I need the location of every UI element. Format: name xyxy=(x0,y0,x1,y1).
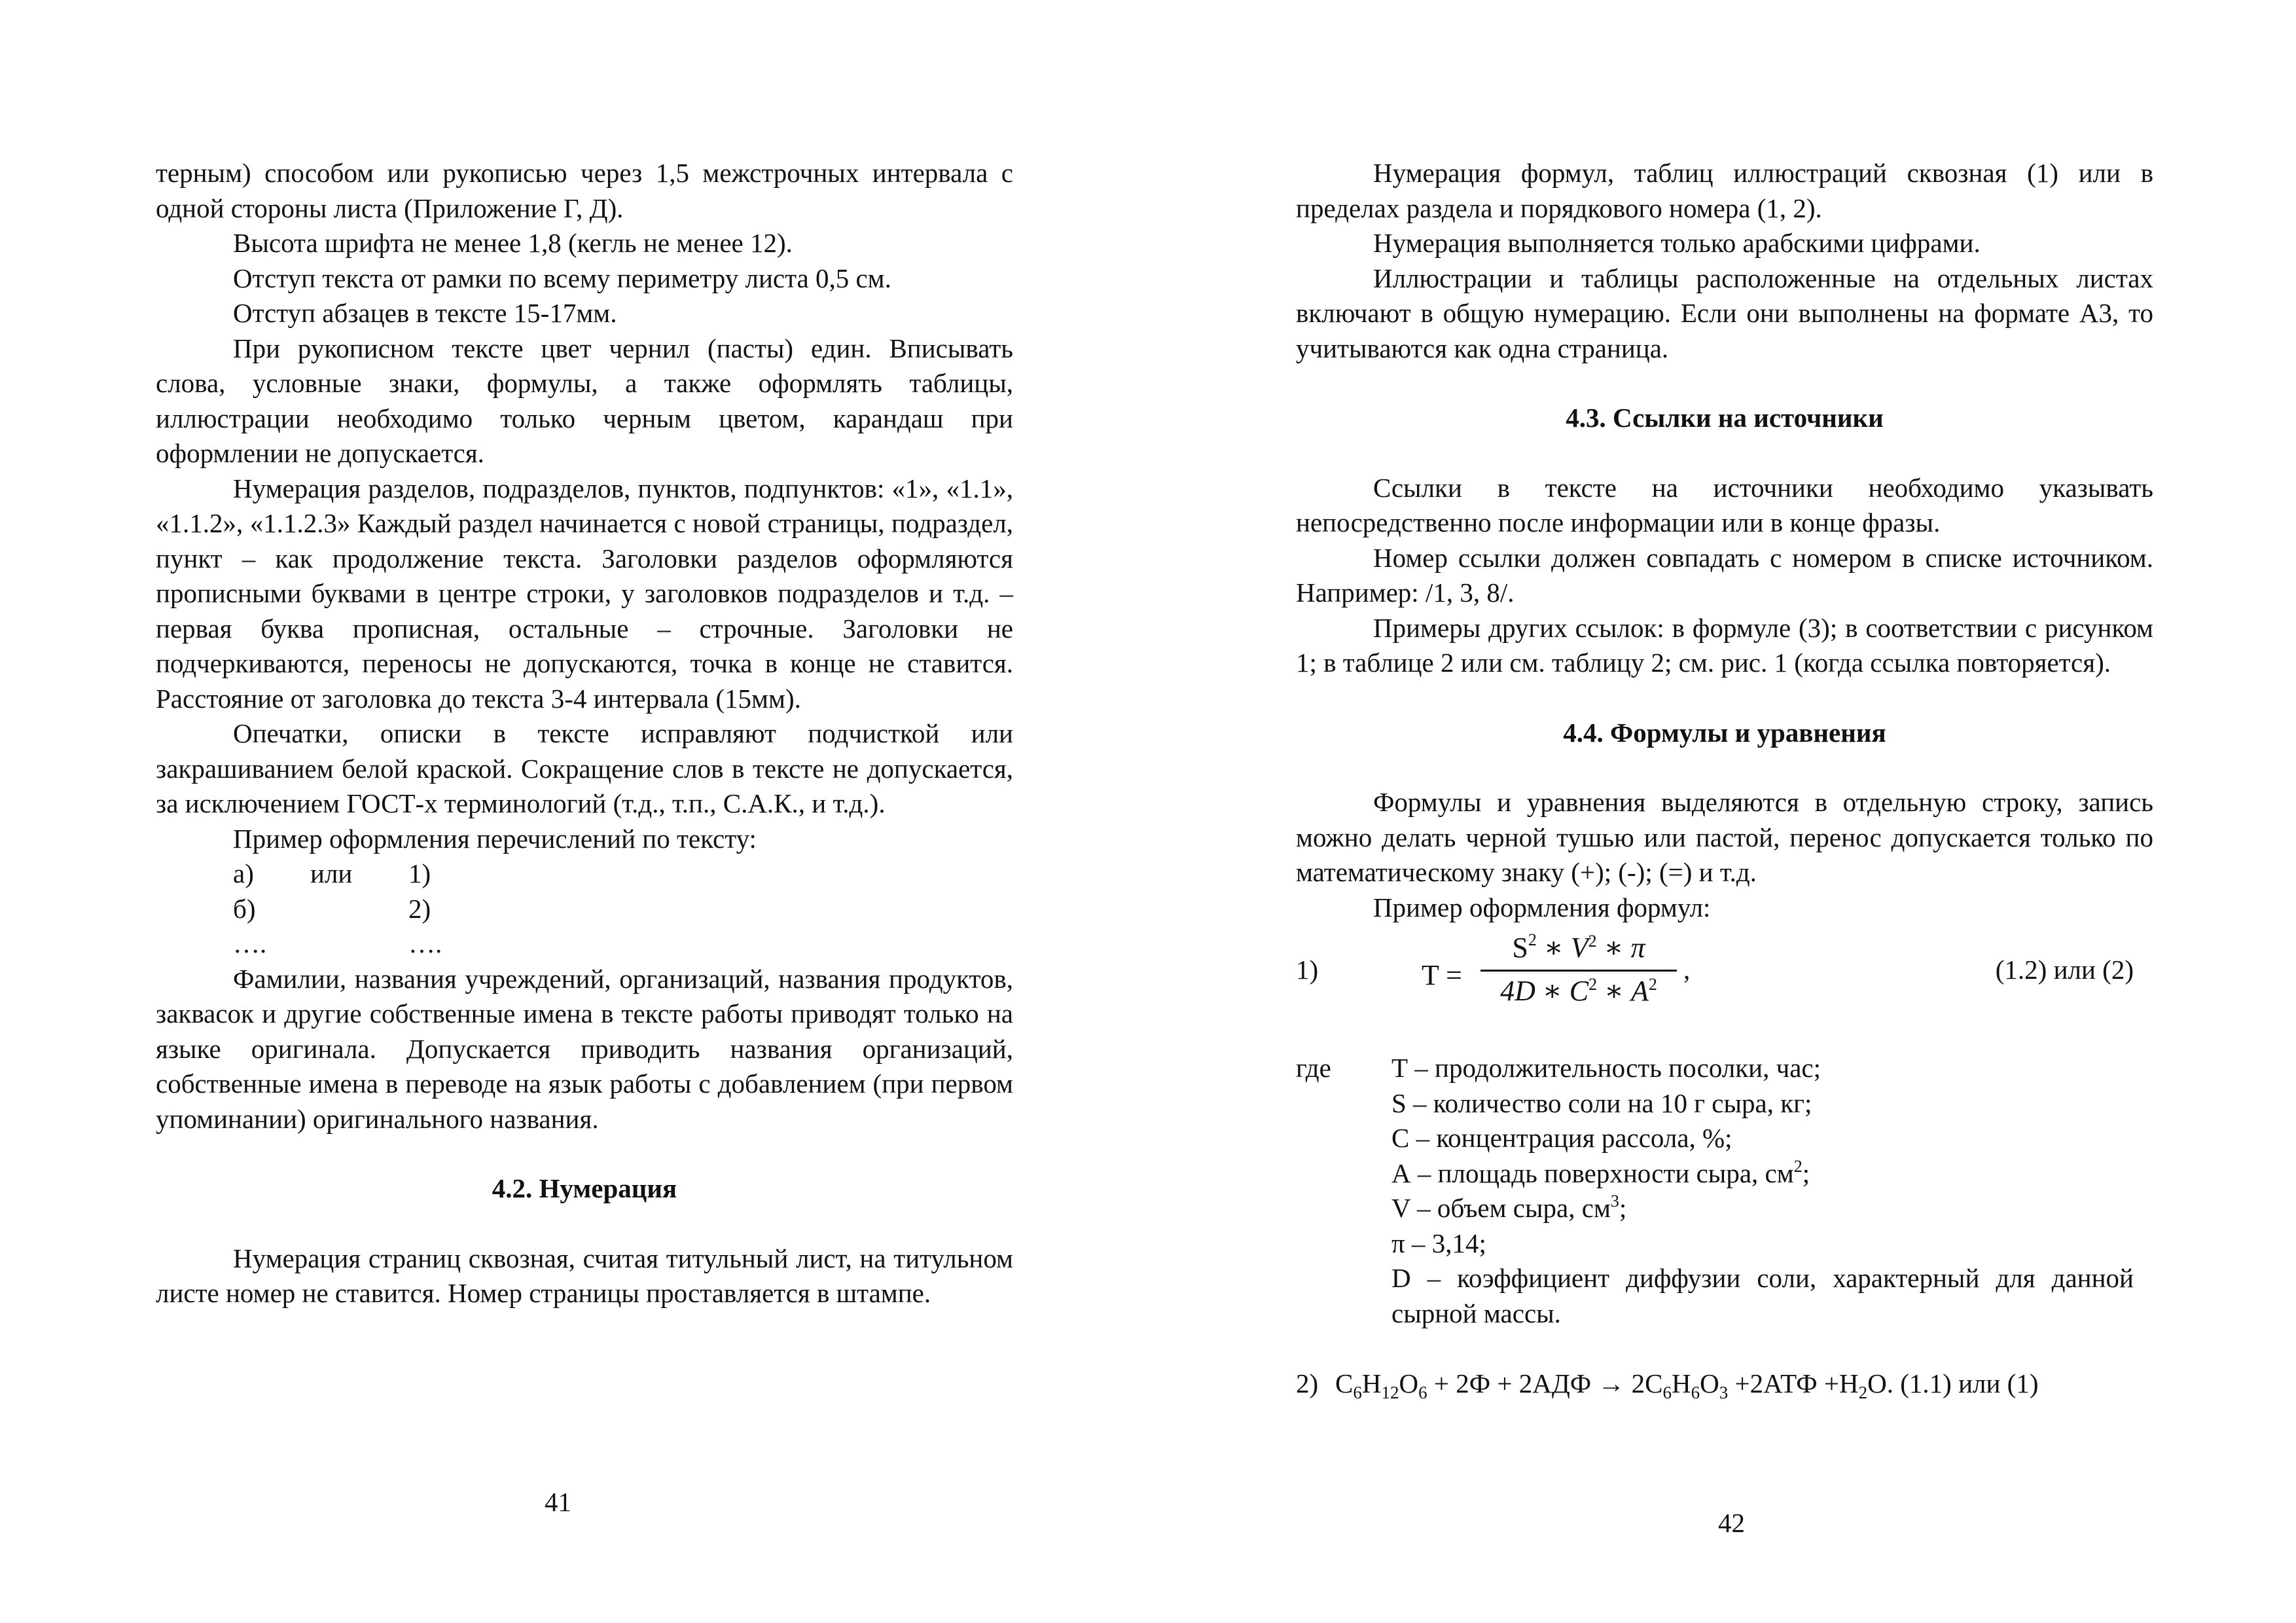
legend-label: где xyxy=(1296,1053,1331,1083)
paragraph: Фамилии, названия учреждений, организаций, названия продуктов, заквасок и другие собственные имена в тексте работы приводят только на языке оригинала. Допускается приводить названия организаций, собственные имена в переводе на язык работы с добавлением (при первом упоминании) оригинального названия. xyxy=(156,963,1013,1134)
legend-item: Т – продолжительность посолки, час; xyxy=(1391,1053,1821,1083)
legend-item: π – 3,14; xyxy=(1391,1228,1486,1258)
equation-number: 2) xyxy=(1296,1368,1319,1398)
page-number: 41 xyxy=(545,1487,571,1517)
page-left xyxy=(156,156,1013,1311)
paragraph: Иллюстрации и таблицы расположенные на отдельных листах включают в общую нумерацию. Если они выполнены на формате А3, то учитываются как одна страница. xyxy=(1296,263,2153,363)
formula-legend xyxy=(1296,1051,2153,1331)
paragraph: Номер ссылки должен совпадать с номером в списке источником. Например: /1, 3, 8/. xyxy=(1296,542,2153,608)
paragraph: При рукописном тексте цвет чернил (пасты) един. Вписывать слова, условные знаки, формулы, а также оформлять таблицы, иллюстрации необходимо только черным цветом, карандаш при оформлении не допускается. xyxy=(156,333,1013,468)
paragraph: Отступ текста от рамки по всему периметру листа 0,5 см. xyxy=(233,263,891,293)
enum-number: …. xyxy=(408,928,442,958)
formula-denominator: 4D ∗ $C^2$ ∗ $A^2$ xyxy=(1500,975,1657,1007)
enum-row xyxy=(156,926,1013,962)
legend-item: D – коэффициент диффузии соли, характерный для данной сырной массы. xyxy=(1391,1263,2134,1328)
formula-fraction xyxy=(1480,929,1677,1011)
enum-or xyxy=(310,926,408,962)
formula-reference: (1.2) или (2) xyxy=(1995,955,2134,985)
equation-text: $C_6H_{12}O_6 + 2Ф + 2АДФ \to 2C_6H_6O_3 +2АТФ +H_2O$. (1.1) или (1) xyxy=(1335,1368,2039,1403)
formula-number: 1) xyxy=(1296,955,1319,985)
enum-row xyxy=(156,892,1013,927)
legend-item: А – площадь поверхности сыра, $см^2$; xyxy=(1391,1156,1810,1188)
enum-letter: а) xyxy=(233,858,254,888)
enum-or: или xyxy=(310,858,353,888)
enumeration-example xyxy=(156,856,1013,962)
paragraph: Ссылки в тексте на источники необходимо указывать непосредственно после информации или в конце фразы. xyxy=(1296,472,2153,538)
paragraph: Примеры других ссылок: в формуле (3); в соответствии с рисунком 1; в таблице 2 или см. таблицу 2; см. рис. 1 (когда ссылка повторяется). xyxy=(1296,612,2153,678)
enum-letter: б) xyxy=(233,893,256,924)
legend-item: С – концентрация рассола, %; xyxy=(1391,1123,1732,1153)
formula-lhs: T = xyxy=(1422,959,1462,991)
paragraph: Пример оформления перечислений по тексту: xyxy=(233,823,757,854)
paragraph: Нумерация формул, таблиц иллюстраций сквозная (1) или в пределах раздела и порядкового номера (1, 2). xyxy=(1296,158,2153,223)
page-number: 42 xyxy=(1718,1508,1745,1538)
enum-number: 2) xyxy=(408,893,431,924)
paragraph: Отступ абзацев в тексте 15-17мм. xyxy=(233,298,617,328)
paragraph: Нумерация выполняется только арабскими цифрами. xyxy=(1373,228,1981,258)
paragraph: Опечатки, описки в тексте исправляют подчисткой или закрашиванием белой краской. Сокращение слов в тексте не допускается, за исключением ГОСТ-х терминологий (т.д., т.п., С.А.К., и т.д.). xyxy=(156,718,1013,818)
legend-item: S – количество соли на 10 г сыра, кг; xyxy=(1391,1087,1812,1118)
enum-letter: …. xyxy=(233,928,267,958)
formula-numerator: $S^2$ ∗ $V^2$ ∗ π xyxy=(1480,929,1677,972)
legend-item: V – объем сыра, $см^3$; xyxy=(1391,1192,1627,1223)
enum-row xyxy=(156,856,1013,892)
paragraph: Нумерация разделов, подразделов, пунктов, подпунктов: «1», «1.1», «1.1.2», «1.1.2.3» Каждый раздел начинается с новой страницы, подраздел, пункт – как продолжение текста. Заголовки разделов оформляются прописными буквами в центре строки, у заголовков подразделов и т.д. – первая буква прописная, остальные – строчные. Заголовки не подчеркиваются, переносы не допускаются, точка в конце не ставится. Расстояние от заголовка до текста 3-4 интервала (15мм). xyxy=(156,473,1013,714)
section-heading: 4.4. Формулы и уравнения xyxy=(1563,717,1886,748)
formula-comma: , xyxy=(1683,955,1691,985)
equation-2 xyxy=(1296,1366,2153,1402)
paragraph: Пример оформления формул: xyxy=(1373,892,1711,922)
paragraph: Высота шрифта не менее 1,8 (кегль не менее 12). xyxy=(233,228,793,258)
page-right xyxy=(1296,156,2153,1402)
paragraph: терным) способом или рукописью через 1,5 межстрочных интервала с одной стороны листа (Приложение Г, Д). xyxy=(156,158,1013,223)
paragraph: Нумерация страниц сквозная, считая титульный лист, на титульном листе номер не ставится. Номер страницы проставляется в штампе. xyxy=(156,1243,1013,1308)
legend-list xyxy=(1391,1051,2153,1331)
section-heading: 4.3. Ссылки на источники xyxy=(1566,403,1884,433)
section-heading: 4.2. Нумерация xyxy=(492,1173,677,1203)
enum-or xyxy=(310,892,408,927)
enum-number: 1) xyxy=(408,858,431,888)
paragraph: Формулы и уравнения выделяются в отдельную строку, запись можно делать черной тушью или пастой, перенос допускается только по математическому знаку (+); (-); (=) и т.д. xyxy=(1296,787,2153,887)
formula-1 xyxy=(1296,929,2153,1034)
